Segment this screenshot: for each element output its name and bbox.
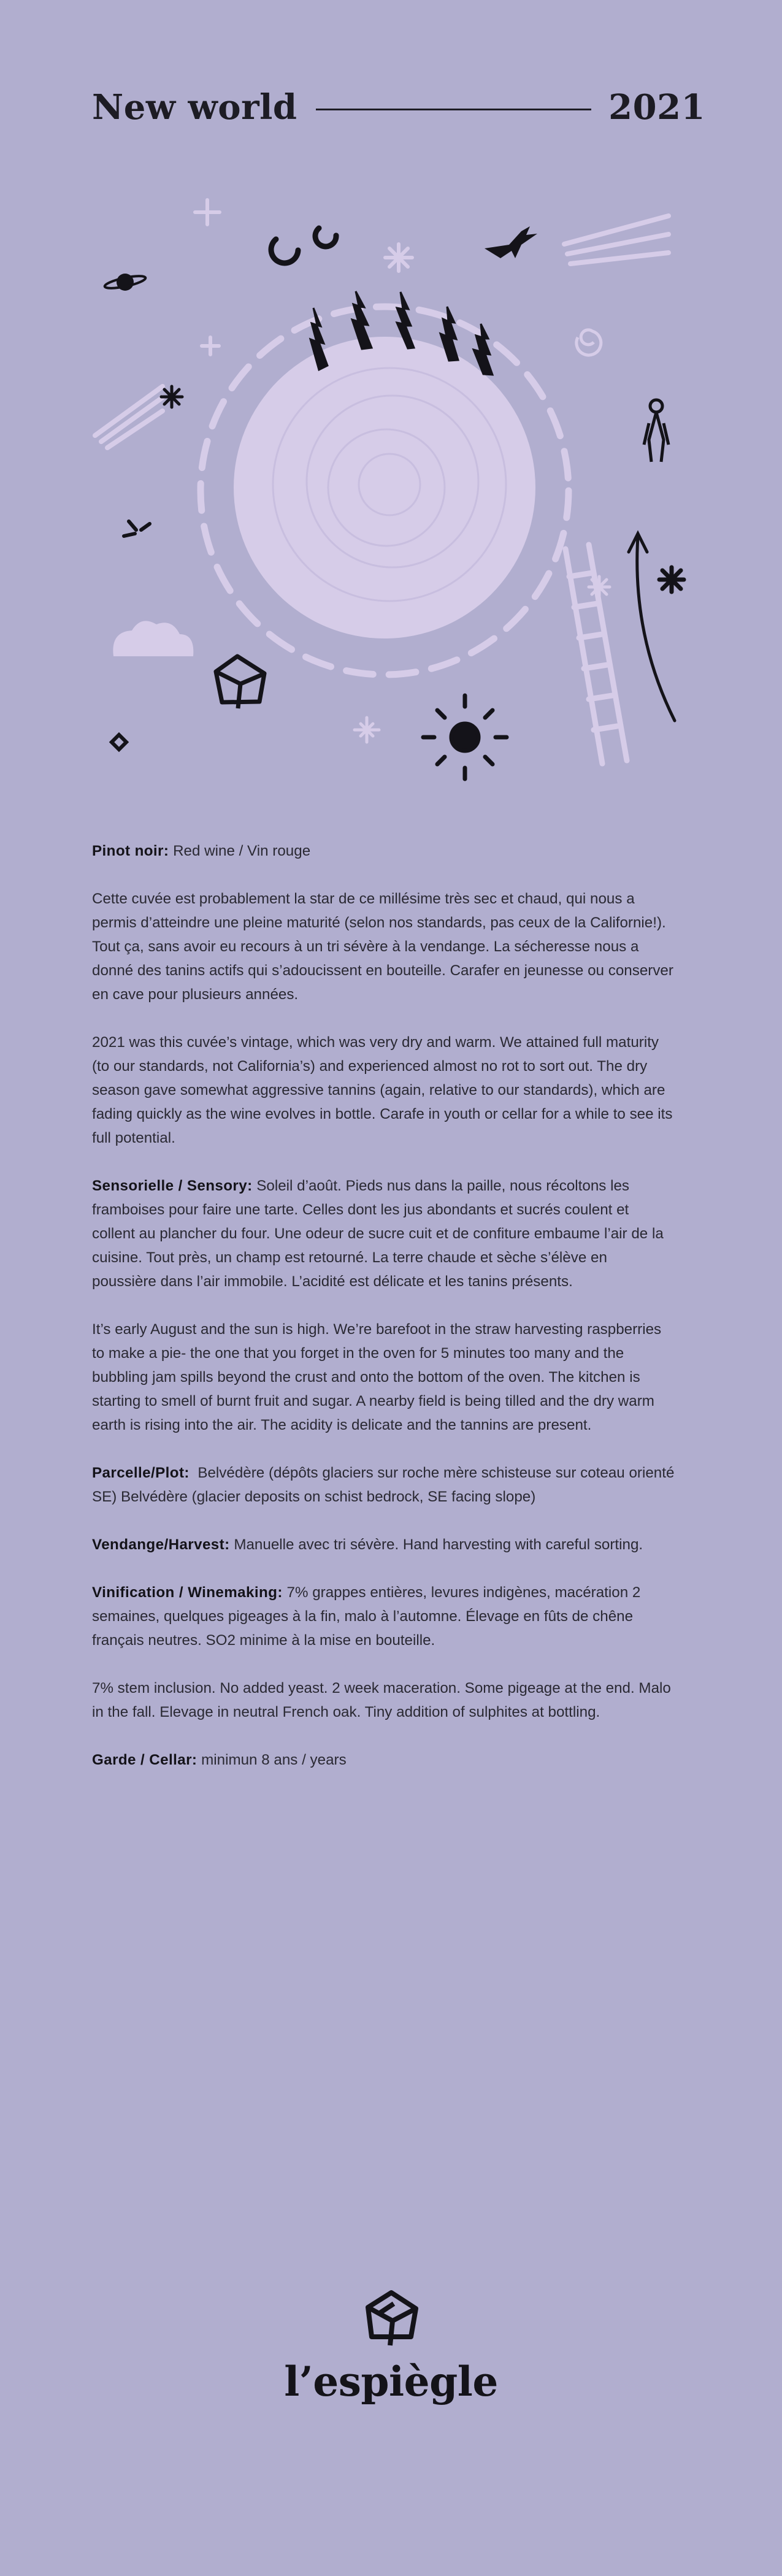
sensory-en: It’s early August and the sun is high. We’re barefoot in the straw harvesting raspberries to make a pie- the one that you forget in the oven for 5 minutes too many and the bubbling jam spills beyond the crust and onto the bottom of the oven. The kitchen is starting to smell of burnt fruit and sugar. A nearby field is being tilled and the dry warm earth is rising into the air. The acidity is delicate and the tannins are present. (92, 1321, 662, 1433)
intro-en: 2021 was this cuvée’s vintage, which was very dry and warm. We attained full maturity (to our standards, not California’s) and experienced almost no rot to sort out. The dry season gave somewhat aggressive tannins (again, relative to our standards), which are fading quickly as the wine evolves in bottle. Carafe in youth or cellar for a while to see its full potential. (92, 1034, 673, 1146)
world-illustration (80, 178, 705, 785)
cellar-value: minimun 8 ans / years (201, 1752, 347, 1768)
intro-fr: Cette cuvée est probablement la star de ce millésime très sec et chaud, qui nous a permis d’atteindre une pleine maturité (selon nos standards, pas ceux de la Californie!). Tout ça, sans avoir eu recours à un tri sévère à la vendange. La sécheresse nous a donné des tanins actifs qui s’adoucissent en bouteille. Carafer en jeunesse ou conserver en cave pour plusieurs années. (92, 891, 673, 1003)
swirl-icon (577, 330, 601, 355)
vinification-fr (92, 1581, 675, 1652)
vinification-fr-text: 7% grappes entières, levures indigènes, macération 2 semaines, quelques pigeages à la fin, malo à l’automne. Élevage en fûts de chêne français neutres. SO2 minime à la mise en bouteille. (92, 1584, 641, 1649)
header-divider (316, 109, 592, 110)
harvest-label: Vendange/Harvest: (92, 1536, 230, 1553)
cellar-label: Garde / Cellar: (92, 1752, 197, 1768)
plot-value: Belvédère (dépôts glaciers sur roche mère schisteuse sur coteau orienté SE) Belvédère (glacier deposits on schist bedrock, SE facing slope) (92, 1465, 675, 1505)
cloud-icon (113, 621, 193, 656)
moon-icon (271, 228, 336, 263)
vinification-en: 7% stem inclusion. No added yeast. 2 week maceration. Some pigeage at the end. Malo in the fall. Elevage in neutral French oak. Tiny addition of sulphites at bottling. (92, 1680, 671, 1720)
cellar (92, 1748, 675, 1772)
vintage-year: 2021 (608, 87, 705, 128)
vinification-label: Vinification / Winemaking: (92, 1584, 283, 1601)
brand-logo (0, 2288, 782, 2405)
page-header (92, 83, 705, 132)
wine-description (92, 839, 675, 1796)
planet-icon (104, 274, 146, 291)
bird-icon (485, 226, 537, 258)
plot (92, 1461, 675, 1509)
harvest-value: Manuelle avec tri sévère. Hand harvesting with careful sorting. (234, 1536, 643, 1553)
harvest (92, 1533, 675, 1557)
house-logo-icon (361, 2288, 422, 2349)
plot-label: Parcelle/Plot: (92, 1465, 190, 1481)
wine-type-value: Red wine / Vin rouge (173, 843, 311, 859)
ladder-icon (565, 545, 627, 764)
page-title: New world (92, 87, 297, 128)
sensory-fr (92, 1174, 675, 1294)
sensory-fr-text: Soleil d’août. Pieds nus dans la paille, nous récoltons les framboises pour faire une tarte. Celles dont les jus abondants et sucrés coulent et collent au plancher du four. Une odeur de sucre cuit et de confiture embaume l’air de la cuisine. Tout près, un champ est retourné. La terre chaude et sèche s’élève en poussière dans l’air immobile. L’acidité est délicate et les tanins présents. (92, 1178, 664, 1290)
sensory-label: Sensorielle / Sensory: (92, 1178, 253, 1194)
brand-name: l’espiègle (284, 2358, 498, 2405)
person-icon (644, 400, 669, 462)
wine-type (92, 839, 675, 863)
house-icon (216, 656, 265, 708)
sun-icon (423, 696, 507, 779)
planet-globe (201, 307, 569, 675)
wine-type-label: Pinot noir: (92, 843, 169, 859)
arrow-icon (629, 534, 675, 721)
